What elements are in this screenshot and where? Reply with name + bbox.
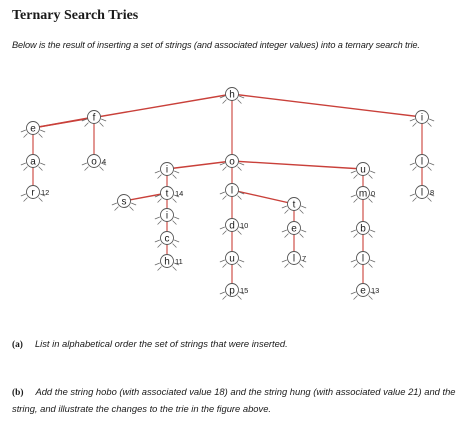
trie-node-value: 15 bbox=[240, 286, 249, 295]
trie-node-value: 12 bbox=[41, 188, 50, 197]
trie-node-char: u bbox=[360, 164, 366, 176]
trie-node-char: l bbox=[420, 187, 424, 199]
trie-link-l1-t2 bbox=[232, 190, 294, 204]
trie-node-e2 bbox=[288, 222, 301, 235]
trie-node-char: a bbox=[30, 156, 36, 168]
trie-node-m bbox=[357, 187, 376, 200]
trie-node-u2 bbox=[226, 252, 239, 265]
question-b bbox=[12, 384, 464, 416]
question-b-text: Add the string hobo (with associated value 18) and the string hung (with associated value 21) and the string, and illustrate the changes to the trie in the figure above. bbox=[12, 386, 456, 414]
question-a bbox=[12, 338, 288, 350]
trie-node-char: t bbox=[165, 188, 169, 200]
trie-node-value: 13 bbox=[371, 286, 380, 295]
trie-node-h bbox=[226, 88, 239, 101]
trie-node-char: i bbox=[165, 210, 169, 222]
trie-node-char: l bbox=[420, 156, 424, 168]
trie-node-char: o bbox=[229, 156, 235, 168]
trie-node-char: l bbox=[361, 253, 365, 265]
question-b-label: (b) bbox=[12, 388, 24, 398]
trie-node-o_f bbox=[88, 155, 107, 168]
trie-node-f bbox=[88, 111, 101, 124]
trie-node-value: 14 bbox=[175, 189, 184, 198]
trie-node-o_h bbox=[226, 155, 239, 168]
trie-node-char: s bbox=[121, 196, 127, 208]
trie-node-t1 bbox=[161, 187, 184, 200]
trie-node-l2 bbox=[288, 252, 307, 265]
trie-node-value: 11 bbox=[175, 257, 183, 266]
trie-node-char: e bbox=[360, 285, 366, 297]
trie-node-l1 bbox=[226, 184, 239, 197]
trie-node-r bbox=[27, 186, 50, 199]
trie-node-char: l bbox=[292, 253, 296, 265]
trie-node-char: i bbox=[420, 112, 424, 124]
trie-link-o_h-u bbox=[232, 161, 363, 169]
trie-node-char: p bbox=[229, 285, 235, 297]
trie-node-char: l bbox=[230, 185, 234, 197]
trie-node-char: t bbox=[292, 199, 296, 211]
trie-node-char: u bbox=[229, 253, 235, 265]
trie-node-p bbox=[226, 284, 249, 297]
trie-node-char: d bbox=[229, 220, 235, 232]
trie-node-value: 8 bbox=[430, 188, 435, 197]
trie-node-i3 bbox=[161, 209, 174, 222]
trie-node-char: e bbox=[291, 223, 297, 235]
trie-node-char: h bbox=[229, 89, 235, 101]
trie-node-d bbox=[226, 219, 249, 232]
question-a-text: List in alphabetical order the set of strings that were inserted. bbox=[34, 338, 288, 349]
trie-node-value: 7 bbox=[302, 254, 307, 263]
question-a-label: (a) bbox=[12, 340, 23, 350]
trie-node-char: b bbox=[360, 223, 366, 235]
page-title: Ternary Search Tries bbox=[12, 8, 139, 23]
trie-node-l5 bbox=[416, 186, 435, 199]
trie-node-value: 0 bbox=[371, 189, 376, 198]
trie-node-c bbox=[161, 232, 174, 245]
trie-node-char: o bbox=[91, 156, 97, 168]
trie-node-b bbox=[357, 222, 370, 235]
trie-link-o_h-i2 bbox=[167, 161, 232, 169]
trie-node-l4 bbox=[416, 155, 429, 168]
trie-node-h2 bbox=[161, 255, 183, 268]
trie-node-e3 bbox=[357, 284, 380, 297]
trie-node-t2 bbox=[288, 198, 301, 211]
trie-node-s bbox=[118, 195, 131, 208]
trie-node-i1 bbox=[416, 111, 429, 124]
trie-node-char: m bbox=[358, 188, 368, 200]
trie-node-a bbox=[27, 155, 40, 168]
trie-node-l3 bbox=[357, 252, 370, 265]
intro-text: Below is the result of inserting a set of strings (and associated integer values) into a ternary search trie. bbox=[12, 40, 420, 50]
trie-node-value: 4 bbox=[102, 157, 107, 166]
trie-node-char: i bbox=[165, 164, 169, 176]
trie-node-char: r bbox=[31, 187, 35, 199]
trie-node-char: e bbox=[30, 123, 36, 135]
trie-node-value: 10 bbox=[240, 221, 249, 230]
trie-node-u bbox=[357, 163, 370, 176]
trie-node-e bbox=[27, 122, 40, 135]
trie-link-h-i1 bbox=[232, 94, 422, 117]
trie-node-i2 bbox=[161, 163, 174, 176]
trie-node-char: h bbox=[164, 256, 170, 268]
trie-node-char: f bbox=[92, 112, 96, 124]
trie-node-char: c bbox=[164, 233, 170, 245]
